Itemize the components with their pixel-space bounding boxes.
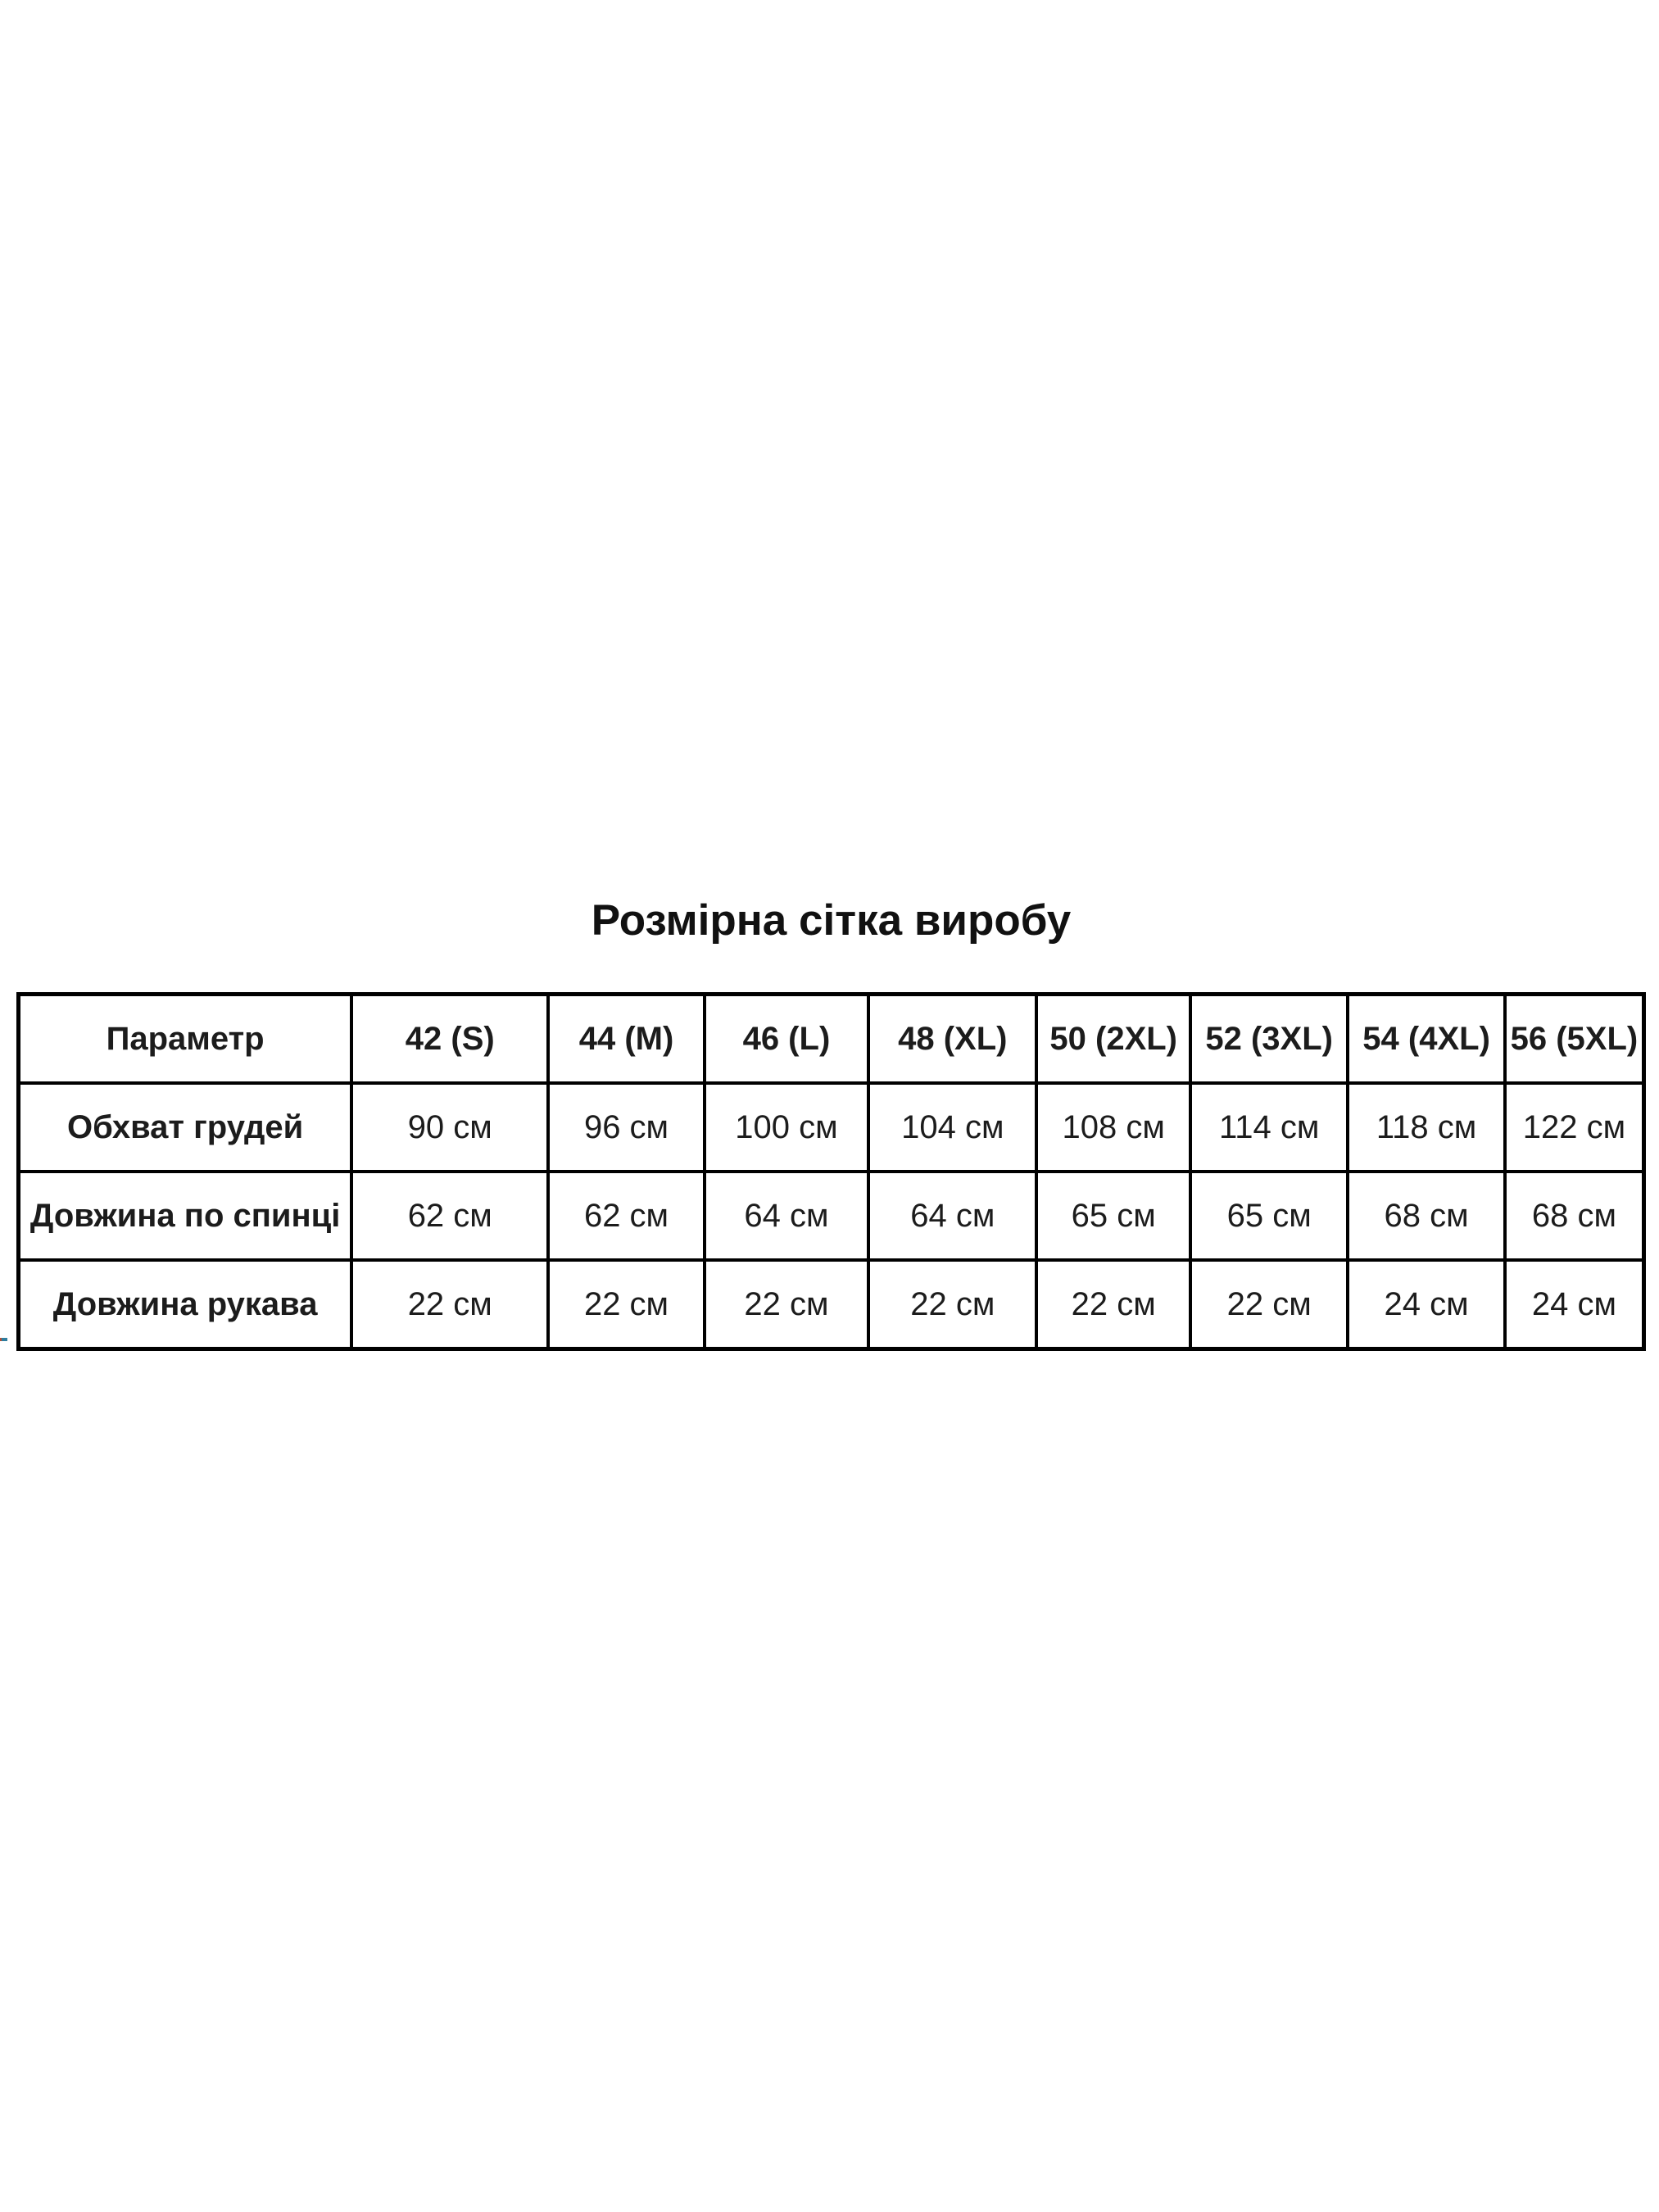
value-cell: 64 см <box>705 1172 868 1260</box>
header-cell-size: 56 (5XL) <box>1505 995 1644 1084</box>
value-cell: 96 см <box>548 1083 704 1172</box>
header-cell-size: 52 (3XL) <box>1190 995 1348 1084</box>
value-cell: 65 см <box>1190 1172 1348 1260</box>
value-cell: 104 см <box>868 1083 1036 1172</box>
value-cell: 64 см <box>868 1172 1036 1260</box>
size-chart-title: Розмірна сітка виробу <box>591 896 1072 945</box>
table-header-row <box>19 995 1644 1084</box>
value-cell: 62 см <box>548 1172 704 1260</box>
value-cell: 65 см <box>1036 1172 1190 1260</box>
value-cell: 22 см <box>1190 1260 1348 1349</box>
value-cell: 22 см <box>548 1260 704 1349</box>
value-cell: 108 см <box>1036 1083 1190 1172</box>
table-row <box>19 1083 1644 1172</box>
value-cell: 24 см <box>1505 1260 1644 1349</box>
value-cell: 68 см <box>1348 1172 1504 1260</box>
table-row <box>19 1172 1644 1260</box>
value-cell: 62 см <box>351 1172 548 1260</box>
header-cell-size: 46 (L) <box>705 995 868 1084</box>
row-label: Довжина рукава <box>19 1260 352 1349</box>
value-cell: 22 см <box>1036 1260 1190 1349</box>
value-cell: 22 см <box>868 1260 1036 1349</box>
header-cell-size: 54 (4XL) <box>1348 995 1504 1084</box>
value-cell: 114 см <box>1190 1083 1348 1172</box>
header-cell-size: 42 (S) <box>351 995 548 1084</box>
table-body <box>19 1083 1644 1349</box>
value-cell: 22 см <box>705 1260 868 1349</box>
stray-dash-mark <box>0 1338 7 1341</box>
value-cell: 122 см <box>1505 1083 1644 1172</box>
value-cell: 22 см <box>351 1260 548 1349</box>
value-cell: 118 см <box>1348 1083 1504 1172</box>
value-cell: 68 см <box>1505 1172 1644 1260</box>
table-row <box>19 1260 1644 1349</box>
header-cell-size: 50 (2XL) <box>1036 995 1190 1084</box>
header-cell-size: 48 (XL) <box>868 995 1036 1084</box>
header-cell-parameter: Параметр <box>19 995 352 1084</box>
value-cell: 100 см <box>705 1083 868 1172</box>
value-cell: 24 см <box>1348 1260 1504 1349</box>
row-label: Обхват грудей <box>19 1083 352 1172</box>
value-cell: 90 см <box>351 1083 548 1172</box>
size-chart-table <box>16 992 1646 1351</box>
header-cell-size: 44 (M) <box>548 995 704 1084</box>
row-label: Довжина по спинці <box>19 1172 352 1260</box>
